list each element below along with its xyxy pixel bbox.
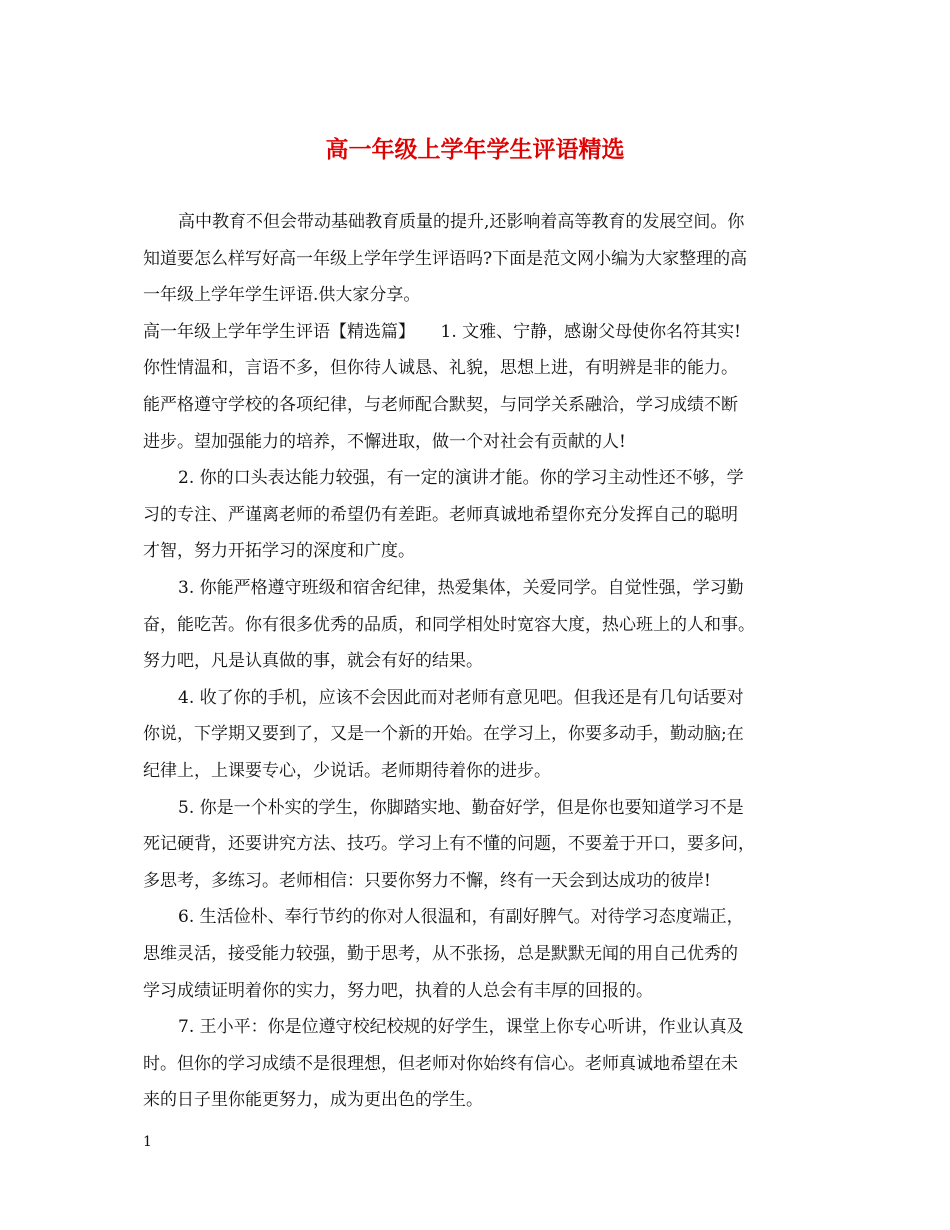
text-line: 你说，下学期又要到了，又是一个新的开始。在学习上，你要多动手，勤动脑;在 bbox=[143, 724, 744, 745]
comment-item-2 bbox=[143, 460, 823, 570]
text-line: 进步。望加强能力的培养，不懈进取，做一个对社会有贡献的人! bbox=[143, 431, 626, 452]
comment-item-7 bbox=[143, 1009, 823, 1119]
text-line: 来的日子里你能更努力，成为更出色的学生。 bbox=[143, 1090, 483, 1111]
comment-item-3 bbox=[143, 570, 823, 680]
text-line: 死记硬背，还要讲究方法、技巧。学习上有不懂的问题，不要羞于开口，要多问， bbox=[143, 834, 755, 855]
comment-item-1 bbox=[143, 314, 823, 460]
text-line: 学习成绩证明着你的实力，努力吧，执着的人总会有丰厚的回报的。 bbox=[143, 980, 653, 1001]
text-line: 多思考，多练习。老师相信：只要你努力不懈，终有一天会到达成功的彼岸! bbox=[143, 870, 711, 891]
text-line: 高中教育不但会带动基础教育质量的提升,还影响着高等教育的发展空间。你 bbox=[178, 212, 745, 232]
text-line: 努力吧，凡是认真做的事，就会有好的结果。 bbox=[143, 651, 483, 672]
comment-item-6 bbox=[143, 899, 823, 1009]
text-line: 习的专注、严谨离老师的希望仍有差距。老师真诚地希望你充分发挥自己的聪明 bbox=[143, 504, 738, 525]
intro-paragraph bbox=[143, 204, 823, 314]
text-line: 纪律上，上课要专心，少说话。老师期待着你的进步。 bbox=[143, 760, 551, 781]
text-line: 6. 生活俭朴、奉行节约的你对人很温和，有副好脾气。对待学习态度端正， bbox=[178, 907, 744, 928]
text-line: 4. 收了你的手机，应该不会因此而对老师有意见吧。但我还是有几句话要对 bbox=[178, 687, 744, 708]
comment-item-5 bbox=[143, 790, 823, 900]
text-line: 5. 你是一个朴实的学生，你脚踏实地、勤奋好学，但是你也要知道学习不是 bbox=[178, 797, 744, 818]
text-line: 2. 你的口头表达能力较强，有一定的演讲才能。你的学习主动性还不够，学 bbox=[178, 468, 744, 489]
text-line: 高一年级上学年学生评语【精选篇】 1. 文雅、宁静，感谢父母使你名符其实! bbox=[143, 321, 741, 342]
text-line: 奋，能吃苦。你有很多优秀的品质，和同学相处时宽容大度，热心班上的人和事。 bbox=[143, 614, 755, 635]
text-line: 思维灵活，接受能力较强，勤于思考，从不张扬，总是默默无闻的用自己优秀的 bbox=[143, 943, 738, 964]
text-line: 7. 王小平：你是位遵守校纪校规的好学生，课堂上你专心听讲，作业认真及 bbox=[178, 1017, 744, 1038]
text-line: 才智，努力开拓学习的深度和广度。 bbox=[143, 541, 415, 562]
comment-item-4 bbox=[143, 680, 823, 790]
page-number: 1 bbox=[143, 1134, 152, 1150]
text-line: 你性情温和，言语不多，但你待人诚恳、礼貌，思想上进，有明辨是非的能力。 bbox=[143, 358, 738, 379]
text-line: 3. 你能严格遵守班级和宿舍纪律，热爱集体，关爱同学。自觉性强，学习勤 bbox=[178, 578, 744, 598]
text-line: 能严格遵守学校的各项纪律，与老师配合默契，与同学关系融洽，学习成绩不断 bbox=[143, 394, 738, 415]
text-line: 知道要怎么样写好高一年级上学年学生评语吗?下面是范文网小编为大家整理的高 bbox=[143, 248, 748, 269]
text-line: 一年级上学年学生评语.供大家分享。 bbox=[143, 285, 421, 306]
text-line: 时。但你的学习成绩不是很理想，但老师对你始终有信心。老师真诚地希望在未 bbox=[143, 1053, 738, 1074]
document-title: 高一年级上学年学生评语精选 bbox=[325, 136, 625, 163]
